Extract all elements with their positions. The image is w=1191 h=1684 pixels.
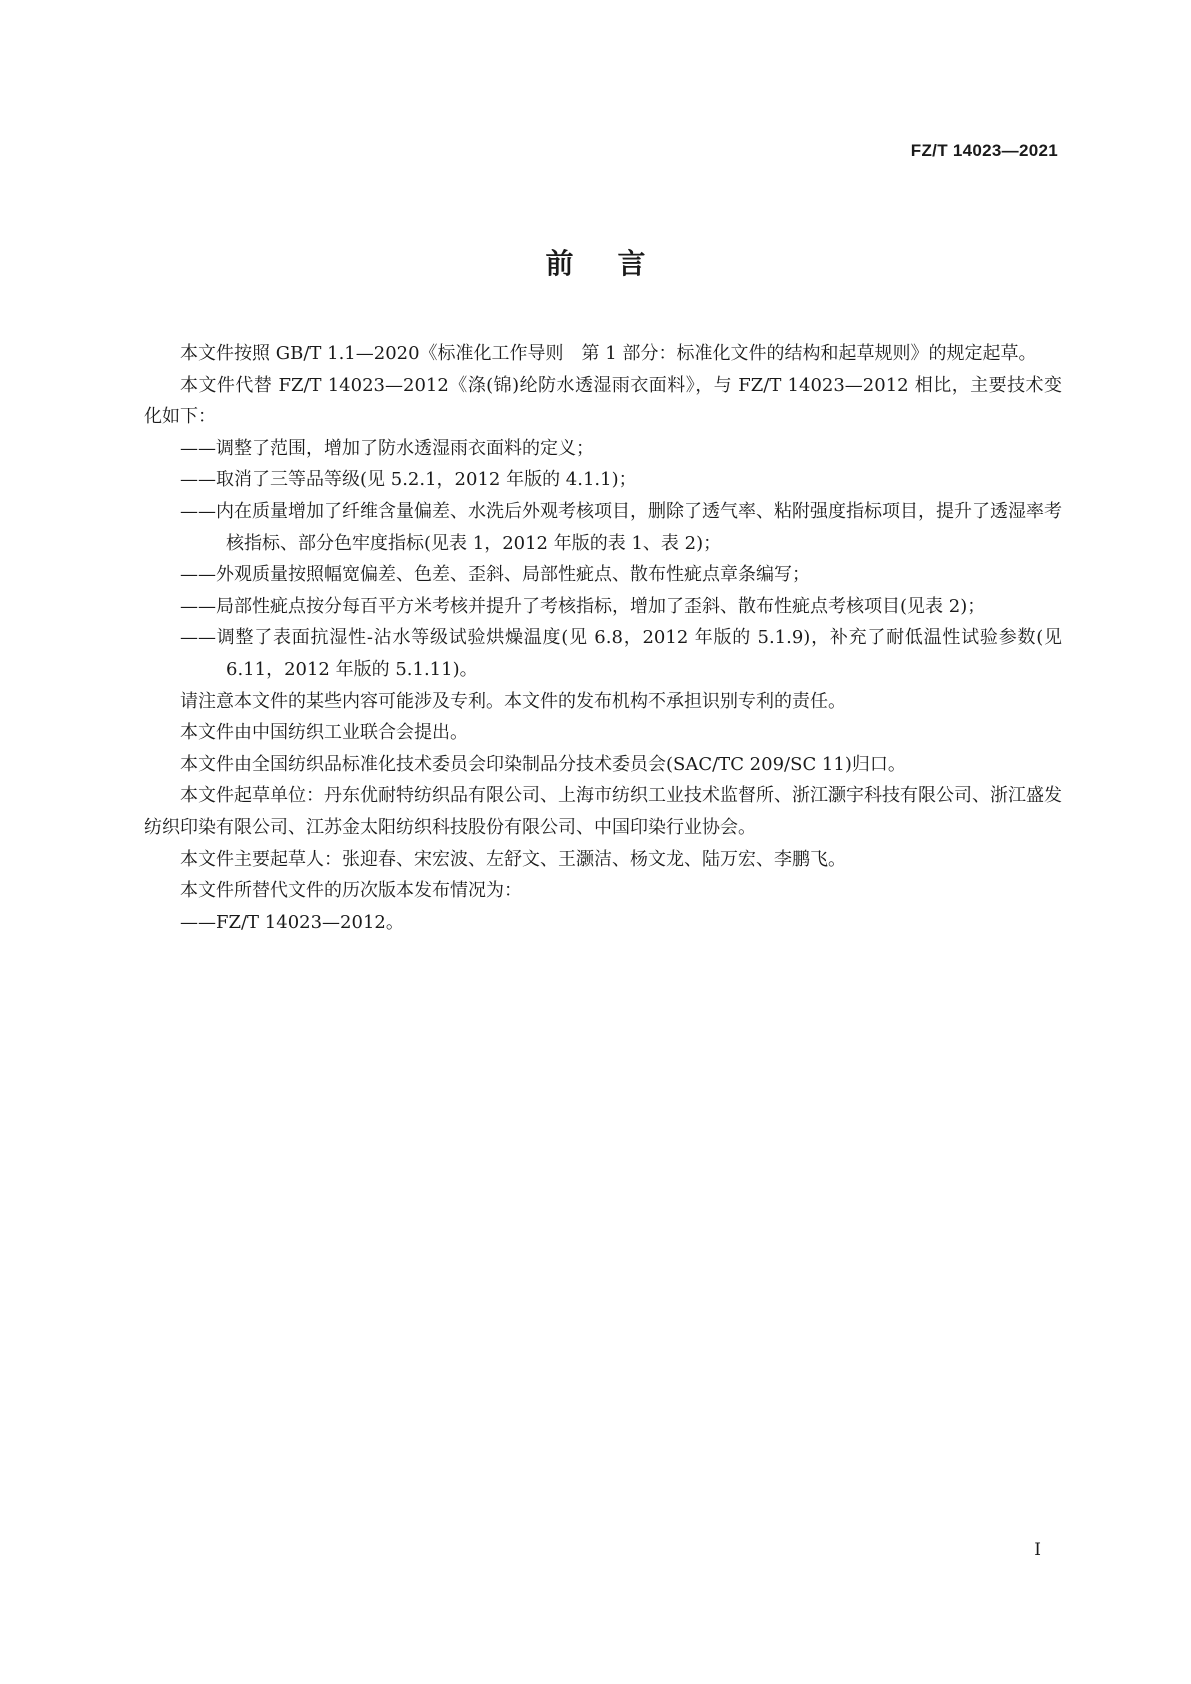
paragraph-proposer: 本文件由中国纺织工业联合会提出。: [180, 722, 468, 744]
change-item: ——取消了三等品等级(见 5.2.1，2012 年版的 4.1.1)；: [180, 469, 637, 491]
document-body: [144, 338, 1062, 938]
paragraph-replacement: 本文件代替 FZ/T 14023—2012《涤(锦)纶防水透湿雨衣面料》，与 FZ/T 14023—2012 相比，主要技术变化如下：: [144, 374, 1062, 428]
paragraph-version-history: 本文件所替代文件的历次版本发布情况为：: [180, 880, 522, 902]
history-item: ——FZ/T 14023—2012。: [180, 911, 404, 933]
paragraph-drafters: 本文件主要起草人：张迎春、宋宏波、左舒文、王灏洁、杨文龙、陆万宏、李鹏飞。: [180, 848, 846, 870]
page-title: 前言: [545, 247, 690, 280]
paragraph-drafting-rules: 本文件按照 GB/T 1.1—2020《标准化工作导则 第 1 部分：标准化文件的结构和起草规则》的规定起草。: [180, 343, 1037, 364]
change-item: ——内在质量增加了纤维含量偏差、水洗后外观考核项目，删除了透气率、粘附强度指标项目，提升了透湿率考核指标、部分色牢度指标(见表 1，2012 年版的表 1、表 2)；: [180, 500, 1062, 554]
change-item: ——调整了表面抗湿性-沾水等级试验烘燥温度(见 6.8，2012 年版的 5.1.9)，补充了耐低温性试验参数(见 6.11，2012 年版的 5.1.11)。: [180, 627, 1062, 680]
paragraph-patent-notice: 请注意本文件的某些内容可能涉及专利。本文件的发布机构不承担识别专利的责任。: [180, 690, 846, 712]
standard-number: FZ/T 14023—2021: [910, 141, 1058, 160]
paragraph-drafting-units: 本文件起草单位：丹东优耐特纺织品有限公司、上海市纺织工业技术监督所、浙江灏宇科技有限公司、浙江盛发纺织印染有限公司、江苏金太阳纺织科技股份有限公司、中国印染行业协会。: [144, 785, 1062, 838]
change-item: ——局部性疵点按分每百平方米考核并提升了考核指标，增加了歪斜、散布性疵点考核项目(见表 2)；: [180, 595, 986, 617]
change-item: ——外观质量按照幅宽偏差、色差、歪斜、局部性疵点、散布性疵点章条编写；: [180, 564, 810, 586]
change-item: ——调整了范围，增加了防水透湿雨衣面料的定义；: [180, 437, 594, 459]
page-number: I: [1034, 1540, 1041, 1560]
paragraph-committee: 本文件由全国纺织品标准化技术委员会印染制品分技术委员会(SAC/TC 209/SC 11)归口。: [180, 753, 906, 775]
